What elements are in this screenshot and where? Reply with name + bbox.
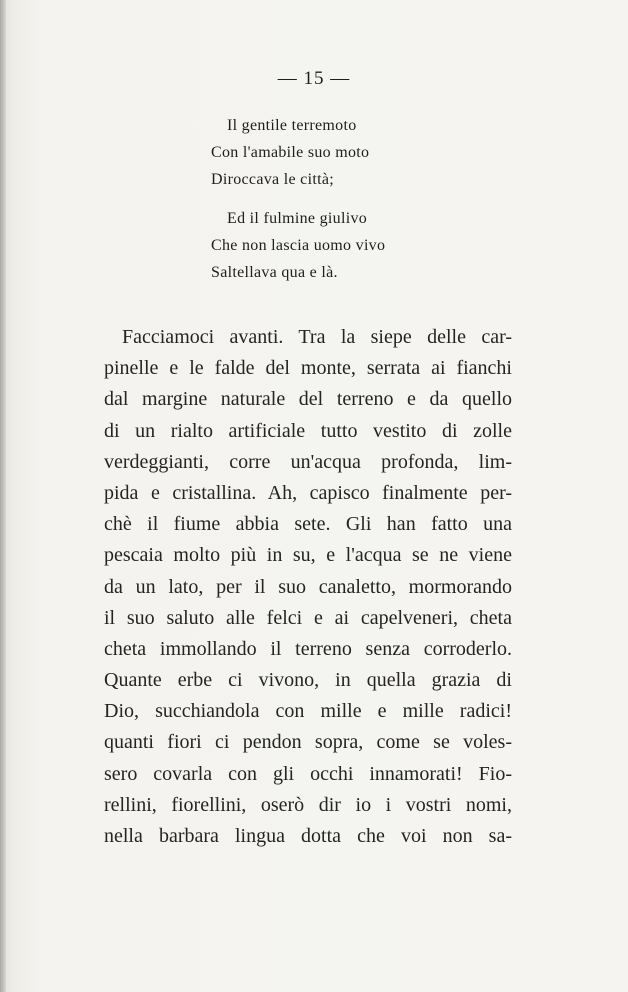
prose-line: pida e cristallina. Ah, capisco finalmente per- bbox=[104, 481, 512, 504]
prose-line: di un rialto artificiale tutto vestito di zolle bbox=[104, 419, 512, 442]
verse-line: Diroccava le città; bbox=[211, 171, 334, 188]
poem-stanza-2 bbox=[211, 205, 385, 286]
verse-line: Che non lascia uomo vivo bbox=[211, 237, 386, 254]
prose-line: verdeggianti, corre un'acqua profonda, lim- bbox=[104, 450, 512, 473]
verse-line: Il gentile terremoto bbox=[227, 117, 357, 134]
prose-line: pescaia molto più in su, e l'acqua se ne viene bbox=[104, 544, 512, 567]
prose-line: chè il fiume abbia sete. Gli han fatto una bbox=[104, 513, 512, 536]
prose-line: cheta immollando il terreno senza corroderlo. bbox=[104, 637, 512, 660]
prose-line: rellini, fiorellini, oserò dir io i vostri nomi, bbox=[104, 793, 512, 816]
verse-line: Con l'amabile suo moto bbox=[211, 144, 370, 161]
prose-line: il suo saluto alle felci e ai capelveneri, cheta bbox=[104, 606, 512, 629]
prose-line: dal margine naturale del terreno e da quello bbox=[104, 388, 512, 411]
prose-line: sero covarla con gli occhi innamorati! Fio- bbox=[104, 762, 512, 785]
prose-line: pinelle e le falde del monte, serrata ai fianchi bbox=[104, 357, 512, 380]
prose-line: Facciamoci avanti. Tra la siepe delle car- bbox=[122, 326, 512, 348]
binding-edge bbox=[0, 0, 6, 992]
prose-line: quanti fiori ci pendon sopra, come se voles- bbox=[104, 731, 512, 754]
prose-paragraph bbox=[104, 322, 512, 852]
poem-stanza-1 bbox=[211, 112, 370, 193]
verse-line: Ed il fulmine giulivo bbox=[227, 210, 368, 227]
page-number: — 15 — bbox=[277, 68, 351, 89]
prose-line: Quante erbe ci vivono, in quella grazia di bbox=[104, 669, 512, 692]
prose-line: da un lato, per il suo canaletto, mormorando bbox=[104, 575, 512, 598]
verse-line: Saltellava qua e là. bbox=[211, 264, 338, 281]
prose-line: nella barbara lingua dotta che voi non sa- bbox=[104, 825, 512, 847]
prose-line: Dio, succhiandola con mille e mille radici! bbox=[104, 700, 512, 723]
